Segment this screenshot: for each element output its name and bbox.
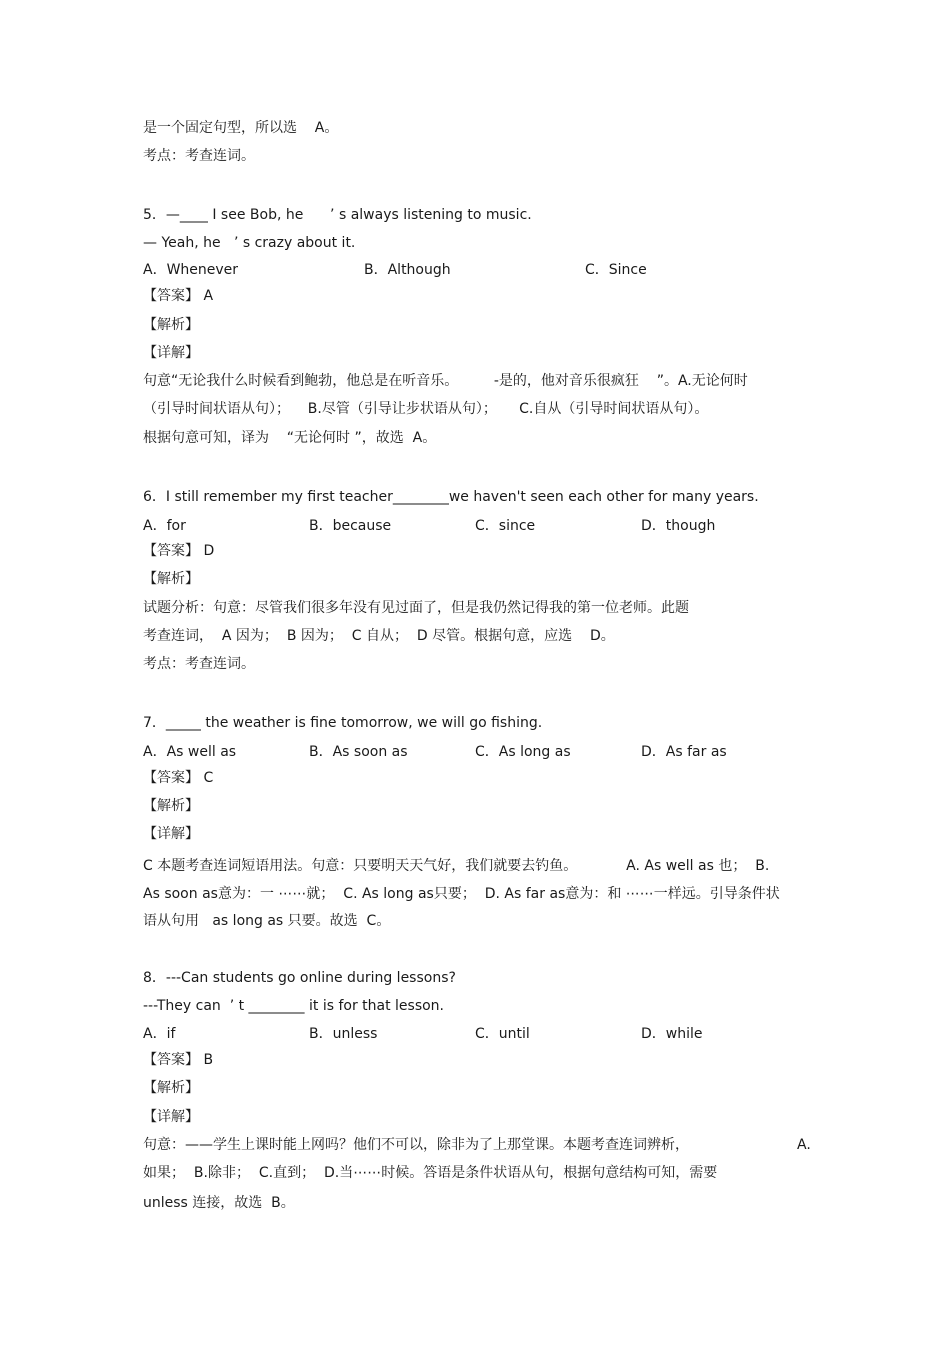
analysis-heading: 【解析】 [143, 1080, 199, 1096]
option-a: A．if [143, 1026, 176, 1042]
question-stem: 8．---Can students go online during lessons? [143, 970, 456, 986]
option-a: A．As well as [143, 744, 237, 760]
option-d: D．while [641, 1026, 703, 1042]
explanation-line: 根据句意可知，译为 “无论何时 ”，故选 A。 [143, 430, 437, 446]
kaodian-line: 考点：考查连词。 [143, 148, 255, 164]
answer-line: 【答案】 C [143, 770, 214, 786]
explanation-line: 试题分析：句意：尽管我们很多年没有见过面了，但是我仍然记得我的第一位老师。此题 [143, 600, 689, 616]
analysis-heading: 【解析】 [143, 571, 199, 587]
question-stem: 7．_____ the weather is fine tomorrow, we will go fishing. [143, 715, 543, 731]
explanation-line: 考查连词， A 因为； B 因为； C 自从； D 尽管。根据句意，应选 D。 [143, 628, 615, 644]
kaodian-line: 考点：考查连词。 [143, 656, 255, 672]
question-stem: — Yeah, he ’ s crazy about it. [143, 235, 356, 251]
answer-line: 【答案】 D [143, 543, 215, 559]
answer-line: 【答案】 A [143, 288, 214, 304]
detail-heading: 【详解】 [143, 826, 199, 842]
question-stem: 5．—____ I see Bob, he ’ s always listening to music. [143, 207, 532, 223]
explanation-line: （引导时间状语从句）； B.尽管（引导让步状语从句）； C.自从（引导时间状语从句）。 [143, 401, 709, 417]
option-c: C．As long as [475, 744, 571, 760]
analysis-heading: 【解析】 [143, 317, 199, 333]
explanation-line: As soon as意为：一 ⋯⋯就； C. As long as只要； D. As far as意为：和 ⋯⋯一样远。引导条件状 [143, 886, 780, 902]
option-b: B．unless [309, 1026, 378, 1042]
explanation-line-end: A. [797, 1137, 811, 1153]
option-a: A．for [143, 518, 186, 534]
explanation-line: 语从句用 as long as 只要。故选 C。 [143, 913, 391, 929]
explanation-line: C 本题考查连词短语用法。句意：只要明天天气好，我们就要去钓鱼。 A. As well as 也； B. [143, 858, 770, 874]
detail-heading: 【详解】 [143, 345, 199, 361]
option-a: A．Whenever [143, 262, 239, 278]
explanation-line: 如果； B.除非； C.直到； D.当⋯⋯时候。答语是条件状语从句，根据句意结构可知，需要 [143, 1165, 718, 1181]
answer-line: 【答案】 B [143, 1052, 214, 1068]
option-b: B．As soon as [309, 744, 408, 760]
question-stem: ---They can ’ t ________ it is for that lesson. [143, 998, 445, 1014]
explanation-line: unless 连接，故选 B。 [143, 1195, 295, 1211]
option-b: B．Although [364, 262, 451, 278]
text-line: 是一个固定句型，所以选 A。 [143, 120, 339, 136]
option-c: C．Since [585, 262, 647, 278]
explanation-line: 句意“无论我什么时候看到鲍勃，他总是在听音乐。 -是的，他对音乐很疯狂 ”。A.无论何时 [143, 373, 748, 389]
analysis-heading: 【解析】 [143, 798, 199, 814]
option-c: C．since [475, 518, 536, 534]
question-stem: 6．I still remember my first teacher________we haven't seen each other for many years. [143, 489, 759, 505]
option-c: C．until [475, 1026, 530, 1042]
explanation-line: 句意：——学生上课时能上网吗？他们不可以，除非为了上那堂课。本题考查连词辨析， [143, 1137, 689, 1153]
option-d: D．though [641, 518, 716, 534]
option-d: D．As far as [641, 744, 727, 760]
option-b: B．because [309, 518, 392, 534]
detail-heading: 【详解】 [143, 1109, 199, 1125]
